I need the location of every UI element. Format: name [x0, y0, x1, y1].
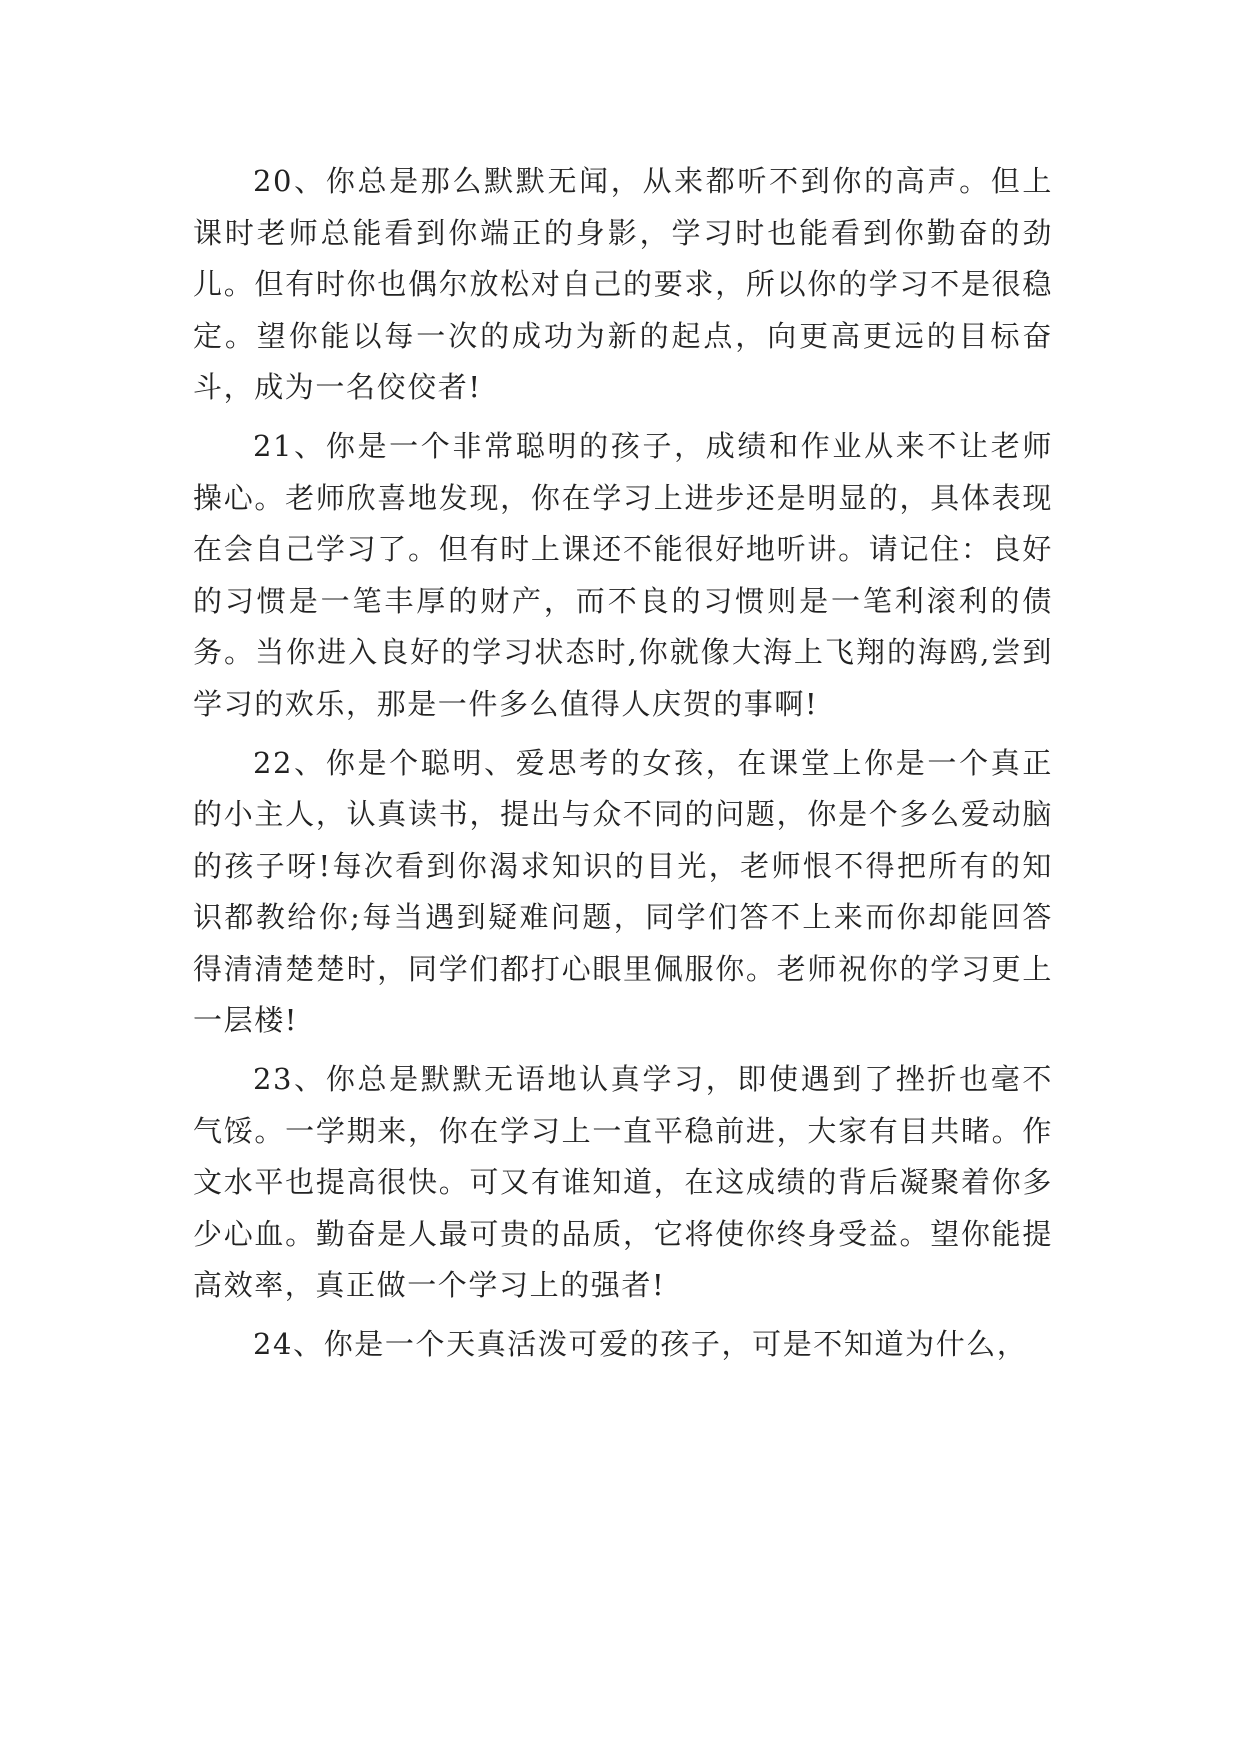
paragraph-22: 22、你是个聪明、爱思考的女孩，在课堂上你是一个真正的小主人，认真读书，提出与众不同的问题，你是个多么爱动脑的孩子呀!每次看到你渴求知识的目光，老师恨不得把所有的知识都教给你;每当遇到疑难问题，同学们答不上来而你却能回答得清清楚楚时，同学们都打心眼里佩服你。老师祝你的学习更上一层楼!: [193, 745, 1053, 1037]
paragraph-21: 21、你是一个非常聪明的孩子，成绩和作业从来不让老师操心。老师欣喜地发现，你在学习上进步还是明显的，具体表现在会自己学习了。但有时上课还不能很好地听讲。请记住：良好的习惯是一笔丰厚的财产，而不良的习惯则是一笔利滚利的债务。当你进入良好的学习状态时,你就像大海上飞翔的海鸥,尝到学习的欢乐，那是一件多么值得人庆贺的事啊!: [193, 429, 1053, 721]
document-body: [193, 156, 1053, 1378]
paragraph-20: 20、你总是那么默默无闻，从来都听不到你的高声。但上课时老师总能看到你端正的身影，学习时也能看到你勤奋的劲儿。但有时你也偶尔放松对自己的要求，所以你的学习不是很稳定。望你能以每一次的成功为新的起点，向更高更远的目标奋斗，成为一名佼佼者!: [193, 164, 1053, 404]
paragraph-24: 24、你是一个天真活泼可爱的孩子，可是不知道为什么，: [253, 1327, 1028, 1361]
paragraph-23: 23、你总是默默无语地认真学习，即使遇到了挫折也毫不气馁。一学期来，你在学习上一直平稳前进，大家有目共睹。作文水平也提高很快。可又有谁知道，在这成绩的背后凝聚着你多少心血。勤奋是人最可贵的品质，它将使你终身受益。望你能提高效率，真正做一个学习上的强者!: [193, 1062, 1053, 1302]
